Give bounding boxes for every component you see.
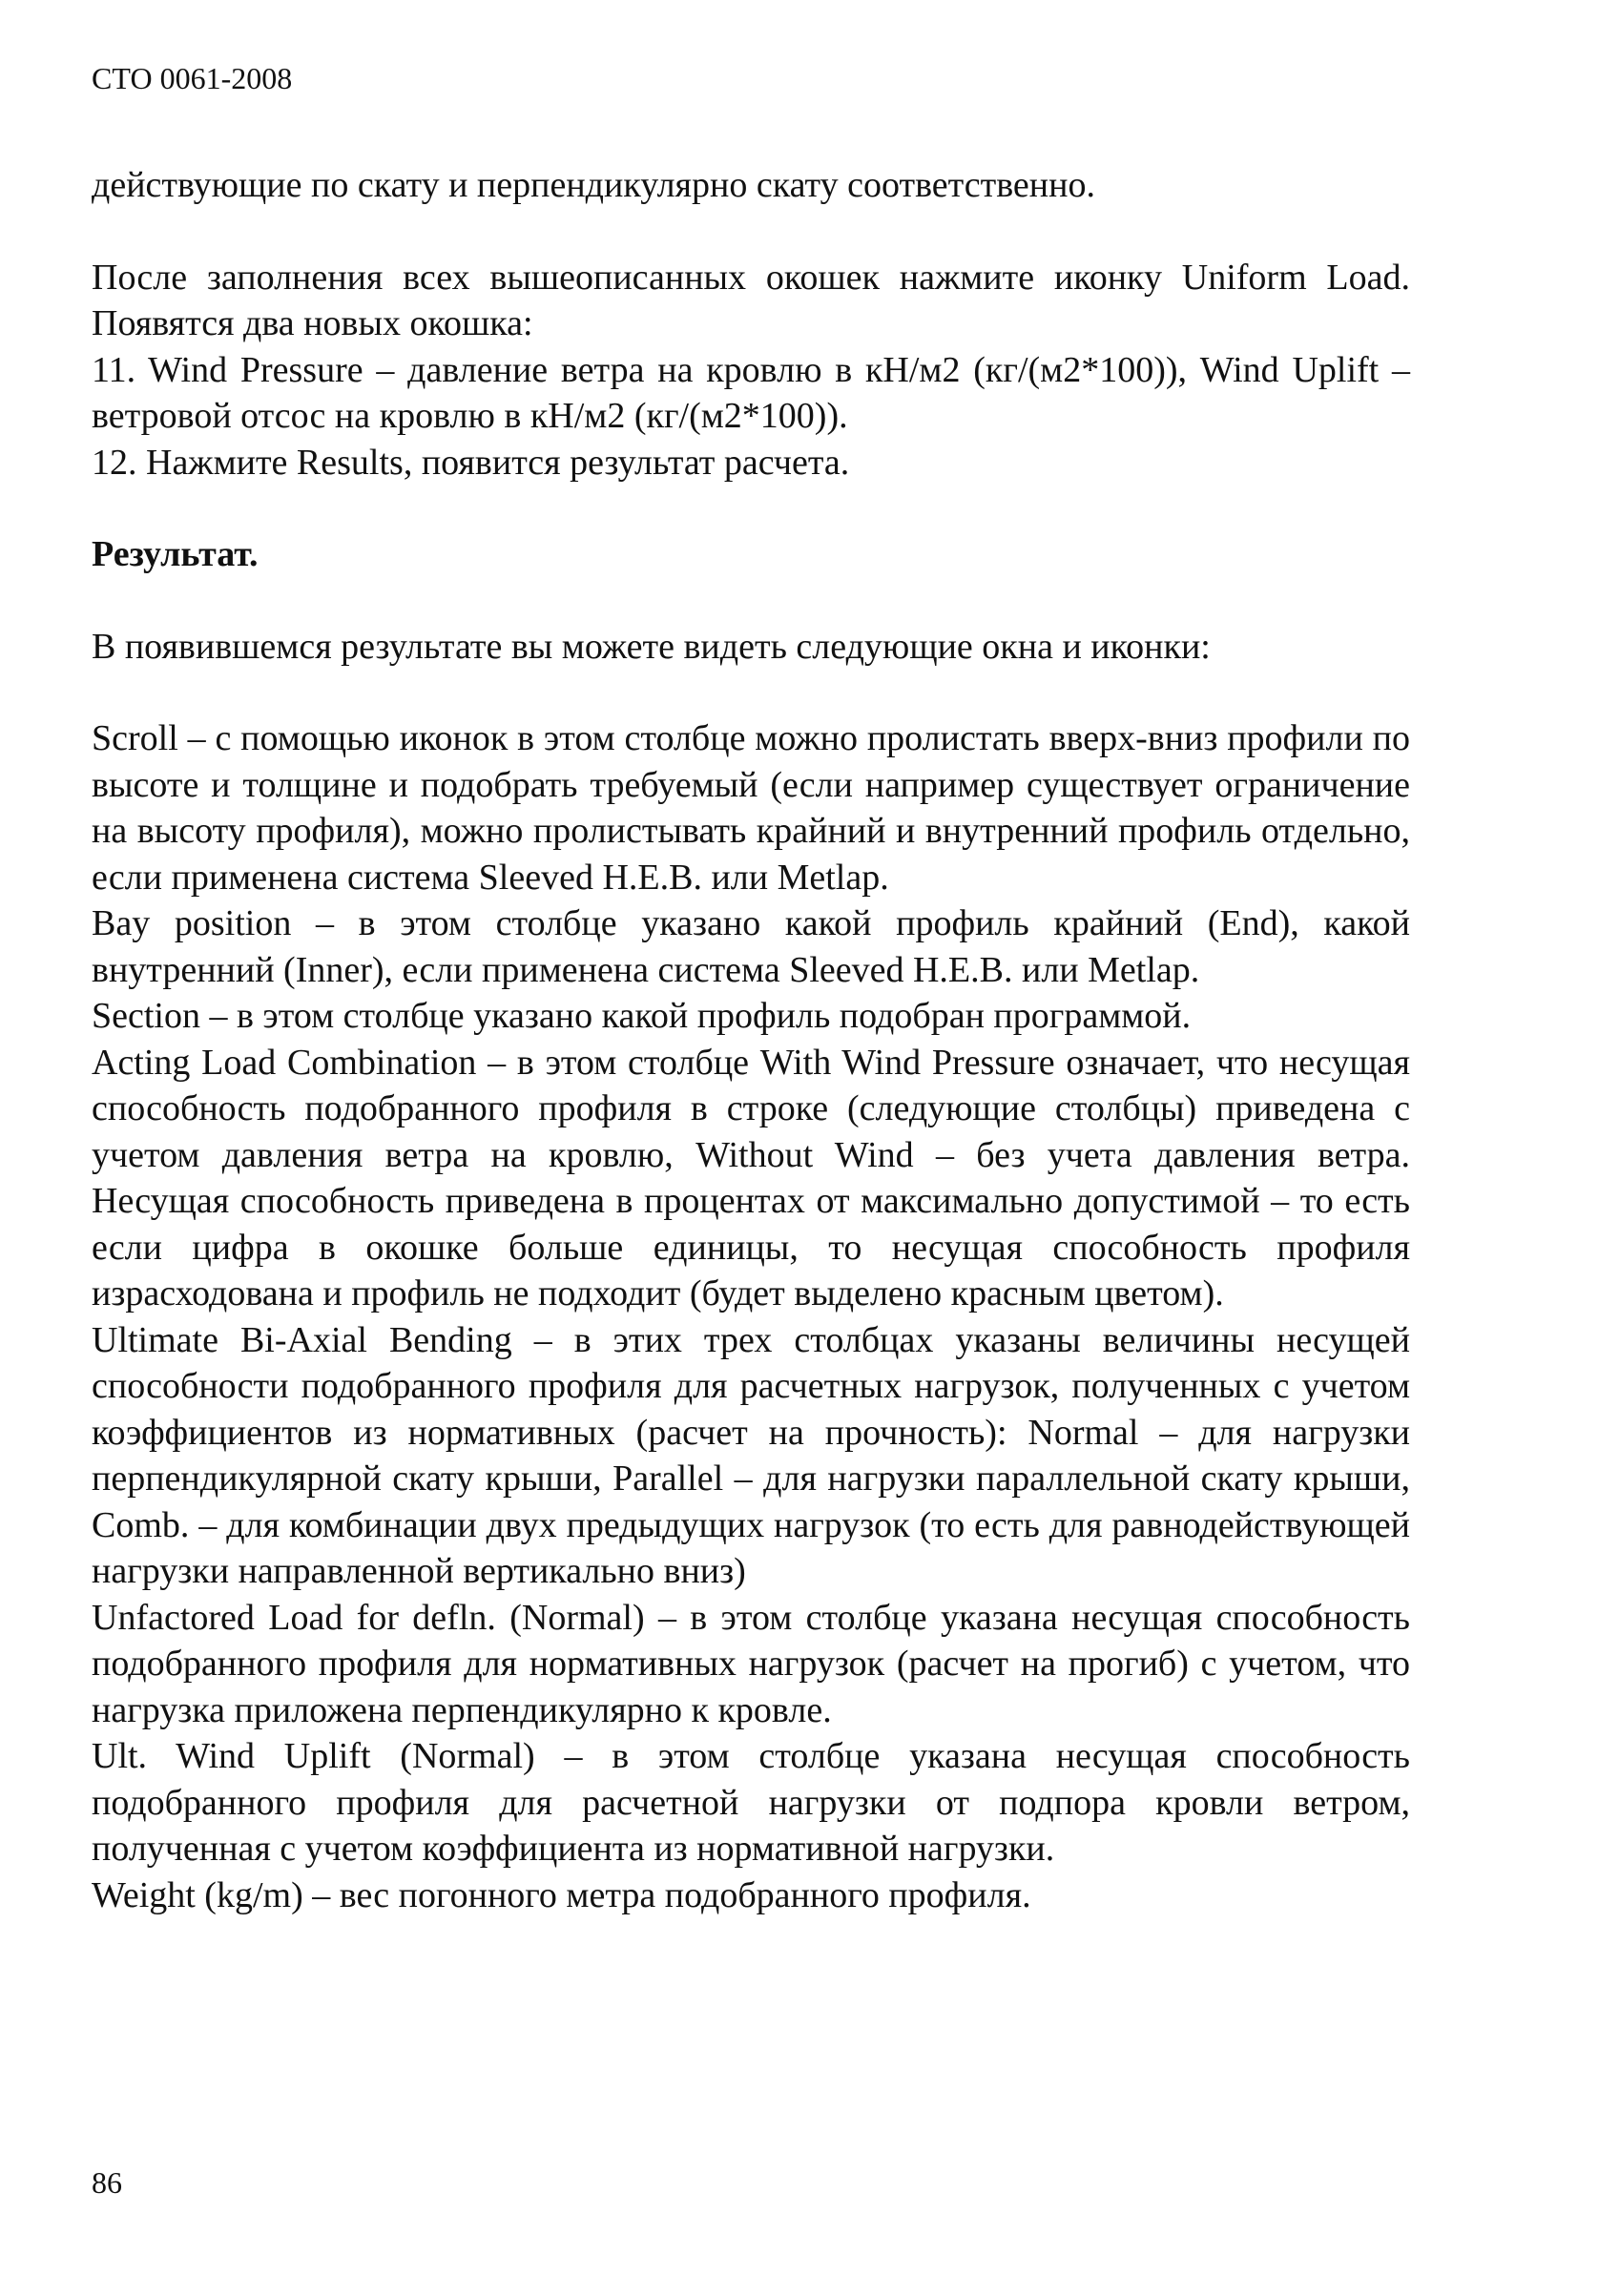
paragraph-weight: Weight (kg/m) – вес погонного метра подобранного профиля.	[92, 1874, 1031, 1915]
paragraph-ultimate-bending: Ultimate Bi-Axial Bending – в этих трех столбцах указаны величины несущей способности подобранного профиля для расчетных нагрузок, полученных с учетом коэффициентов из нормативных (расчет на прочность): Normal – для нагрузки перпендикулярной скату крыши, Parallel – для нагрузки параллельной скату крыши, Comb. – для комбинации двух предыдущих нагрузок (то есть для равнодействующей нагрузки направленной вертикально вниз)	[92, 1319, 1410, 1591]
list-item-12: 12. Нажмите Results, появится результат расчета.	[92, 442, 850, 483]
paragraph-bay-position: Bay position – в этом столбце указано какой профиль крайний (End), какой внутренний (Inner), если применена система Sleeved H.E.B. или Metlap.	[92, 903, 1410, 990]
paragraph-scroll: Scroll – с помощью иконок в этом столбце можно пролистать вверх-вниз профили по высоте и толщине и подобрать требуемый (если например существует ограничение на высоту профиля), можно пролистывать крайний и внутренний профиль отдельно, если применена система Sleeved H.E.B. или Metlap.	[92, 718, 1410, 898]
page-number: 86	[92, 2165, 122, 2200]
paragraph-wind-uplift: Ult. Wind Uplift (Normal) – в этом столбце указана несущая способность подобранного профиля для расчетной нагрузки от подпора кровли ветром, полученная с учетом коэффициента из нормативной нагрузки.	[92, 1736, 1410, 1869]
paragraph-unfactored-load: Unfactored Load for defln. (Normal) – в этом столбце указана несущая способность подобранного профиля для нормативных нагрузок (расчет на прогиб) с учетом, что нагрузка приложена перпендикулярно к кровле.	[92, 1597, 1410, 1730]
paragraph-section: Section – в этом столбце указано какой профиль подобран программой.	[92, 996, 1192, 1036]
list-item-11: 11. Wind Pressure – давление ветра на кровлю в кН/м2 (кг/(м2*100)), Wind Uplift – ветровой отсос на кровлю в кН/м2 (кг/(м2*100)).	[92, 349, 1410, 436]
paragraph-continuation: действующие по скату и перпендикулярно скату соответственно.	[92, 165, 1095, 205]
section-heading: Результат.	[92, 534, 259, 574]
page-body	[92, 162, 1410, 1918]
paragraph-intro: В появившемся результате вы можете видеть следующие окна и иконки:	[92, 626, 1211, 667]
paragraph-acting-load: Acting Load Combination – в этом столбце With Wind Pressure означает, что несущая способность подобранного профиля в строке (следующие столбцы) приведена с учетом давления ветра на кровлю, Without Wind – без учета давления ветра. Несущая способность приведена в процентах от максимально допустимой – то есть если цифра в окошке больше единицы, то несущая способность профиля израсходована и профиль не подходит (будет выделено красным цветом).	[92, 1042, 1410, 1313]
paragraph-instructions: После заполнения всех вышеописанных окошек нажмите иконку Uniform Load. Появятся два новых окошка:	[92, 257, 1410, 343]
document-code: СТО 0061-2008	[92, 61, 293, 95]
